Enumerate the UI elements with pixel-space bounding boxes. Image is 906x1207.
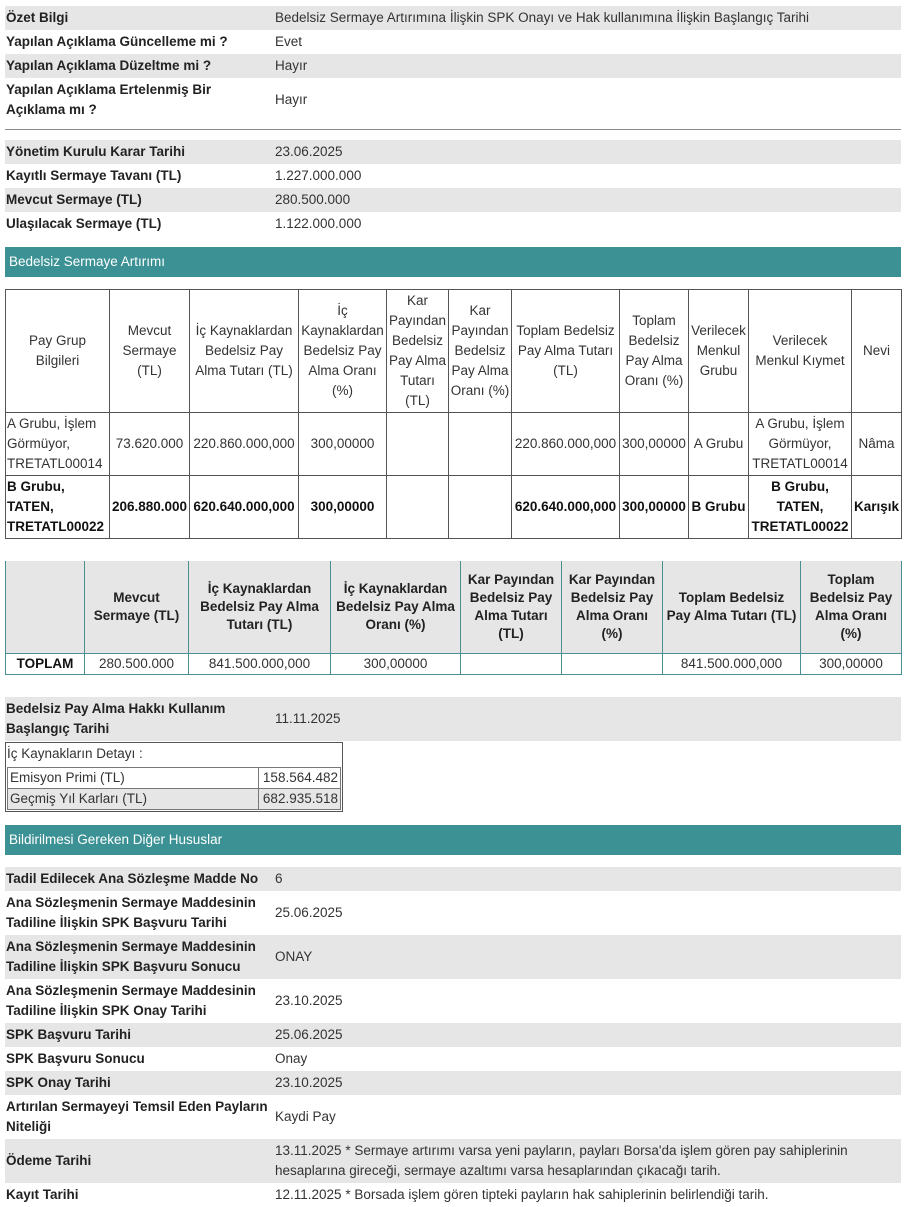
current-cap-value: 280.500.000 xyxy=(274,188,901,212)
target-cap-row xyxy=(5,212,901,236)
update-row xyxy=(5,30,901,54)
col-header: Toplam Bedelsiz Pay Alma Tutarı (TL) xyxy=(512,290,620,413)
correction-label: Yapılan Açıklama Düzeltme mi ? xyxy=(5,54,274,78)
start-date-table xyxy=(5,697,901,741)
table-cell: 220.860.000,000 xyxy=(190,413,299,476)
board-date-label: Yönetim Kurulu Karar Tarihi xyxy=(5,140,274,164)
internal-sources-box xyxy=(5,742,343,812)
deferred-value: Hayır xyxy=(275,92,308,107)
table-cell: A Grubu, İşlem Görmüyor, TRETATL00014 xyxy=(749,413,852,476)
table-cell xyxy=(449,476,512,539)
other-value: 6 xyxy=(274,867,901,891)
table-cell: A Grubu xyxy=(689,413,749,476)
start-date-value: 11.11.2025 xyxy=(274,697,901,741)
col-header: Toplam Bedelsiz Pay Alma Oranı (%) xyxy=(801,561,902,653)
table-cell: 300,00000 xyxy=(620,413,689,476)
table-row xyxy=(6,413,902,476)
section-header-capital-increase: Bedelsiz Sermaye Artırımı xyxy=(5,247,901,277)
total-table xyxy=(5,561,902,675)
summary-value: Bedelsiz Sermaye Artırımına İlişkin SPK Onayı ve Hak kullanımına İlişkin Başlangıç Tarihi xyxy=(274,6,901,30)
other-row xyxy=(5,891,901,935)
other-label: Ödeme Tarihi xyxy=(5,1139,274,1183)
table-cell xyxy=(461,653,562,674)
table-row xyxy=(8,767,341,788)
group-header-row xyxy=(6,290,902,413)
target-cap-label: Ulaşılacak Sermaye (TL) xyxy=(6,216,162,231)
other-row xyxy=(5,867,901,891)
col-header: İç Kaynaklardan Bedelsiz Pay Alma Tutarı (TL) xyxy=(189,561,331,653)
other-value: 25.06.2025 xyxy=(274,1023,901,1047)
internal-sources-table xyxy=(7,767,341,810)
table-cell: 206.880.000 xyxy=(110,476,190,539)
col-header: Kar Payından Bedelsiz Pay Alma Oranı (%) xyxy=(562,561,663,653)
other-value: Kaydi Pay xyxy=(275,1108,336,1124)
table-cell: B Grubu, TATEN, TRETATL00022 xyxy=(6,476,110,539)
other-value: 25.06.2025 xyxy=(275,904,343,920)
col-header xyxy=(6,561,85,653)
other-row xyxy=(5,1095,901,1139)
other-value: 13.11.2025 * Sermaye artırımı varsa yeni payların, payları Borsa'da işlem gören pay sahiplerinin hesaplarına gireceği, sermaye azaltımı varsa hesaplarından çıkacağı tarih. xyxy=(274,1139,901,1183)
table-cell: 620.640.000,000 xyxy=(190,476,299,539)
source-label: Emisyon Primi (TL) xyxy=(8,767,259,788)
other-value: 23.10.2025 xyxy=(275,992,343,1008)
internal-sources-caption: İç Kaynakların Detayı : xyxy=(7,745,143,761)
deferred-label: Yapılan Açıklama Ertelenmiş Bir Açıklama mı ? xyxy=(6,82,212,117)
col-header: Kar Payından Bedelsiz Pay Alma Tutarı (TL) xyxy=(387,290,449,413)
current-cap-label: Mevcut Sermaye (TL) xyxy=(5,188,274,212)
other-label: Ana Sözleşmenin Sermaye Maddesinin Tadiline İlişkin SPK Başvuru Sonucu xyxy=(5,935,274,979)
registered-cap-row xyxy=(5,164,901,188)
other-label: SPK Başvuru Sonucu xyxy=(6,1050,145,1066)
other-label: Ana Sözleşmenin Sermaye Maddesinin Tadiline İlişkin SPK Başvuru Tarihi xyxy=(6,894,256,930)
other-label: SPK Başvuru Tarihi xyxy=(5,1023,274,1047)
table-cell: 73.620.000 xyxy=(110,413,190,476)
other-label: Kayıt Tarihi xyxy=(6,1186,79,1202)
other-value: Onay xyxy=(275,1050,308,1066)
other-row xyxy=(5,979,901,1023)
total-label: TOPLAM xyxy=(6,653,85,674)
divider xyxy=(5,129,901,130)
other-label: Ana Sözleşmenin Sermaye Maddesinin Tadiline İlişkin SPK Onay Tarihi xyxy=(6,982,256,1018)
table-cell: 841.500.000,000 xyxy=(189,653,331,674)
table-row xyxy=(8,788,341,809)
other-table xyxy=(5,867,901,1207)
other-label: Artırılan Sermayeyi Temsil Eden Payların Niteliği xyxy=(6,1098,268,1134)
table-cell: A Grubu, İşlem Görmüyor, TRETATL00014 xyxy=(6,413,110,476)
table-cell: 220.860.000,000 xyxy=(512,413,620,476)
capital-table xyxy=(5,140,901,236)
other-row xyxy=(5,935,901,979)
correction-value: Hayır xyxy=(274,54,901,78)
summary-label: Özet Bilgi xyxy=(5,6,274,30)
group-table xyxy=(5,289,902,539)
col-header: Verilecek Menkul Grubu xyxy=(689,290,749,413)
update-label: Yapılan Açıklama Güncelleme mi ? xyxy=(6,34,228,49)
table-cell: 841.500.000,000 xyxy=(663,653,801,674)
table-cell: 300,00000 xyxy=(620,476,689,539)
table-cell: 620.640.000,000 xyxy=(512,476,620,539)
col-header: Pay Grup Bilgileri xyxy=(6,290,110,413)
col-header: Toplam Bedelsiz Pay Alma Tutarı (TL) xyxy=(663,561,801,653)
other-label: Tadil Edilecek Ana Sözleşme Madde No xyxy=(5,867,274,891)
other-row xyxy=(5,1183,901,1207)
current-cap-row xyxy=(5,188,901,212)
other-value: ONAY xyxy=(274,935,901,979)
col-header: Kar Payından Bedelsiz Pay Alma Oranı (%) xyxy=(449,290,512,413)
col-header: Verilecek Menkul Kıymet xyxy=(749,290,852,413)
other-value: 23.10.2025 xyxy=(274,1071,901,1095)
correction-row xyxy=(5,54,901,78)
table-cell: Nâma xyxy=(852,413,902,476)
table-cell: 300,00000 xyxy=(331,653,461,674)
table-cell xyxy=(562,653,663,674)
target-cap-value: 1.122.000.000 xyxy=(275,216,362,231)
table-cell: 280.500.000 xyxy=(85,653,189,674)
table-row xyxy=(6,476,902,539)
other-row xyxy=(5,1023,901,1047)
other-label: SPK Onay Tarihi xyxy=(5,1071,274,1095)
deferred-row xyxy=(5,78,901,122)
board-date-value: 23.06.2025 xyxy=(274,140,901,164)
col-header: İç Kaynaklardan Bedelsiz Pay Alma Tutarı (TL) xyxy=(190,290,299,413)
table-cell: 300,00000 xyxy=(299,476,387,539)
col-header: İç Kaynaklardan Bedelsiz Pay Alma Oranı (%) xyxy=(299,290,387,413)
col-header: Nevi xyxy=(852,290,902,413)
col-header: İç Kaynaklardan Bedelsiz Pay Alma Oranı (%) xyxy=(331,561,461,653)
other-row xyxy=(5,1047,901,1071)
section-header-other-matters: Bildirilmesi Gereken Diğer Hususlar xyxy=(5,825,901,855)
other-value: 12.11.2025 * Borsada işlem gören tipteki payların hak sahiplerinin belirlendiği tarih. xyxy=(275,1186,769,1202)
table-cell: 300,00000 xyxy=(801,653,902,674)
table-cell: B Grubu, TATEN, TRETATL00022 xyxy=(749,476,852,539)
start-date-label: Bedelsiz Pay Alma Hakkı Kullanım Başlangıç Tarihi xyxy=(5,697,274,741)
table-cell xyxy=(387,476,449,539)
table-cell: Karışık xyxy=(852,476,902,539)
table-cell: 300,00000 xyxy=(299,413,387,476)
registered-cap-value: 1.227.000.000 xyxy=(275,168,362,183)
table-cell xyxy=(387,413,449,476)
board-date-row xyxy=(5,140,901,164)
col-header: Mevcut Sermaye (TL) xyxy=(110,290,190,413)
start-date-row xyxy=(5,697,901,741)
summary-row xyxy=(5,6,901,30)
col-header: Toplam Bedelsiz Pay Alma Oranı (%) xyxy=(620,290,689,413)
col-header: Kar Payından Bedelsiz Pay Alma Tutarı (TL) xyxy=(461,561,562,653)
source-label: Geçmiş Yıl Karları (TL) xyxy=(8,788,259,809)
other-row xyxy=(5,1139,901,1183)
summary-table xyxy=(5,6,901,122)
source-value: 682.935.518 xyxy=(259,788,341,809)
table-cell xyxy=(449,413,512,476)
total-header-row xyxy=(6,561,902,653)
total-row xyxy=(6,653,902,674)
table-cell: B Grubu xyxy=(689,476,749,539)
other-row xyxy=(5,1071,901,1095)
source-value: 158.564.482 xyxy=(259,767,341,788)
update-value: Evet xyxy=(275,34,303,49)
registered-cap-label: Kayıtlı Sermaye Tavanı (TL) xyxy=(6,168,182,183)
col-header: Mevcut Sermaye (TL) xyxy=(85,561,189,653)
